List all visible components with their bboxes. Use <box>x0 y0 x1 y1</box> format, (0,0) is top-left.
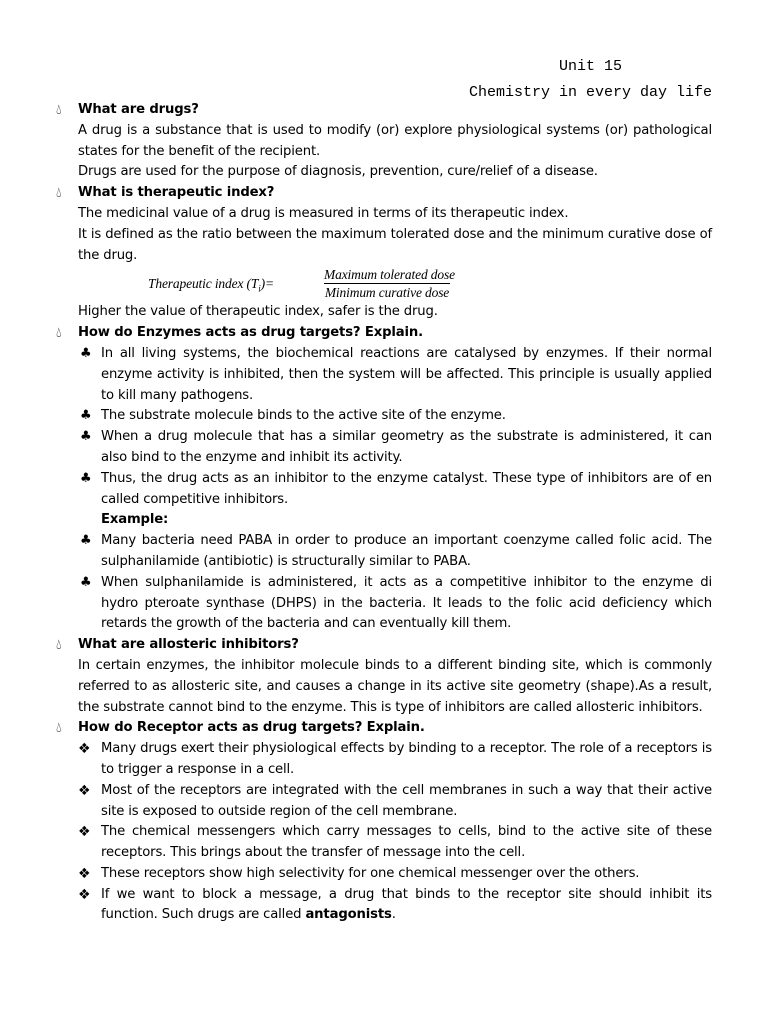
list-item <box>78 427 712 469</box>
question-text: What are drugs? <box>78 102 199 117</box>
list-item-text: Thus, the drug acts as an inhibitor to the enzyme catalyst. These type of inhibitors are of en called competitive inhibitors. <box>101 470 712 507</box>
paragraph: In certain enzymes, the inhibitor molecule binds to a different binding site, which is commonly referred to as allosteric site, and causes a change in its active site geometry (shape).As a result, the substrate cannot bind to the enzyme. This is type of inhibitors are called allosteric inhibitors. <box>78 657 712 715</box>
drop-icon: 💧︎ <box>56 637 62 654</box>
question-text: What are allosteric inhibitors? <box>78 637 299 653</box>
drop-icon: 💧︎ <box>56 185 62 202</box>
club-icon: ♣ <box>80 533 92 549</box>
question-text: What is therapeutic index? <box>78 185 275 201</box>
receptor-bullet-list <box>56 739 712 926</box>
club-icon: ♣ <box>80 429 92 445</box>
formula-denominator: Minimum curative dose <box>324 285 450 301</box>
list-item-text: These receptors show high selectivity for one chemical messenger over the others. <box>101 865 640 881</box>
club-icon: ♣ <box>80 574 92 590</box>
formula-variable: T <box>250 276 259 292</box>
list-item-text: Most of the receptors are integrated with the cell membranes in such a way that their active site is exposed to outside region of the cell membrane. <box>101 782 712 819</box>
page-header <box>469 54 712 106</box>
antagonists-term: antagonists <box>305 907 392 923</box>
club-icon: ♣ <box>80 408 92 424</box>
drop-icon: 💧︎ <box>56 720 62 737</box>
chapter-title: Chemistry in every day life <box>468 84 712 101</box>
four-diamond-icon: ❖ <box>78 865 91 882</box>
list-item <box>78 864 712 885</box>
question-heading <box>56 323 712 344</box>
list-item <box>78 406 712 427</box>
question-heading <box>56 100 712 121</box>
list-item-text: Many bacteria need PABA in order to produce an important coenzyme called folic acid. The sulphanilamide (antibiotic) is structurally similar to PABA. <box>101 533 712 569</box>
drop-icon: 💧︎ <box>56 102 62 118</box>
list-item <box>78 739 712 781</box>
formula-fraction <box>324 266 455 301</box>
four-diamond-icon: ❖ <box>78 782 91 799</box>
four-diamond-icon: ❖ <box>78 741 91 758</box>
four-diamond-icon: ❖ <box>78 886 91 903</box>
paragraph: Higher the value of therapeutic index, safer is the drug. <box>78 304 438 320</box>
enzyme-bullet-list <box>56 344 712 510</box>
list-item <box>78 781 712 823</box>
four-diamond-icon: ❖ <box>78 824 91 841</box>
list-item-text: When a drug molecule that has a similar geometry as the substrate is administered, it can also bind to the enzyme and inhibit its activity. <box>101 429 712 465</box>
paragraph: A drug is a substance that is used to modify (or) explore physiological systems (or) pathological states for the benefit of the recipient. <box>78 122 712 159</box>
question-text: How do Enzymes acts as drug targets? Explain. <box>78 325 423 341</box>
paragraph: Drugs are used for the purpose of diagnosis, prevention, cure/relief of a disease. <box>78 164 598 180</box>
list-item-text: In all living systems, the biochemical reactions are catalysed by enzymes. If their normal enzyme activity is inhibited, then the system will be affected. This principle is usually applied to kill many pathogens. <box>101 345 712 403</box>
formula-lhs: Therapeutic index $(T_i)=$ <box>148 276 274 295</box>
question-heading <box>56 635 712 656</box>
club-icon: ♣ <box>80 345 92 361</box>
list-item <box>78 531 712 573</box>
formula-subscript: i <box>258 284 261 295</box>
list-item <box>78 822 712 864</box>
question-heading <box>56 183 712 204</box>
page-content <box>56 100 712 926</box>
list-item-text: The substrate molecule binds to the active site of the enzyme. <box>101 408 506 424</box>
list-item-end: . <box>391 907 396 923</box>
list-item <box>78 344 712 406</box>
club-icon: ♣ <box>80 470 92 486</box>
unit-number: Unit 15 <box>558 58 622 75</box>
drop-icon: 💧︎ <box>56 325 62 342</box>
formula-lhs-label: Therapeutic index <box>148 276 244 292</box>
question-heading <box>56 718 712 739</box>
list-item-text: Many drugs exert their physiological effects by binding to a receptor. The role of a receptors is to trigger a response in a cell. <box>101 741 712 777</box>
question-text: How do Receptor acts as drug targets? Explain. <box>78 720 425 736</box>
example-bullet-list <box>56 531 712 635</box>
example-label: Example: <box>101 512 169 528</box>
list-item-text: If we want to block a message, a drug that binds to the receptor site should inhibit its function. Such drugs are called <box>101 886 712 923</box>
paragraph: The medicinal value of a drug is measured in terms of its therapeutic index. <box>78 205 569 221</box>
formula-numerator: Maximum tolerated dose <box>324 267 455 283</box>
list-item <box>78 469 712 511</box>
list-item-text: The chemical messengers which carry messages to cells, bind to the active site of these receptors. This brings about the transfer of message into the cell. <box>101 824 712 861</box>
paragraph: It is defined as the ratio between the maximum tolerated dose and the minimum curative dose of the drug. <box>78 226 712 263</box>
therapeutic-index-formula <box>148 266 712 302</box>
list-item-text: When sulphanilamide is administered, it acts as a competitive inhibitor to the enzyme di hydro pteroate synthase (DHPS) in the bacteria. It leads to the folic acid deficiency which retards the growth of the bacteria and can eventually kill them. <box>101 574 712 632</box>
list-item <box>78 885 712 927</box>
list-item <box>78 573 712 635</box>
